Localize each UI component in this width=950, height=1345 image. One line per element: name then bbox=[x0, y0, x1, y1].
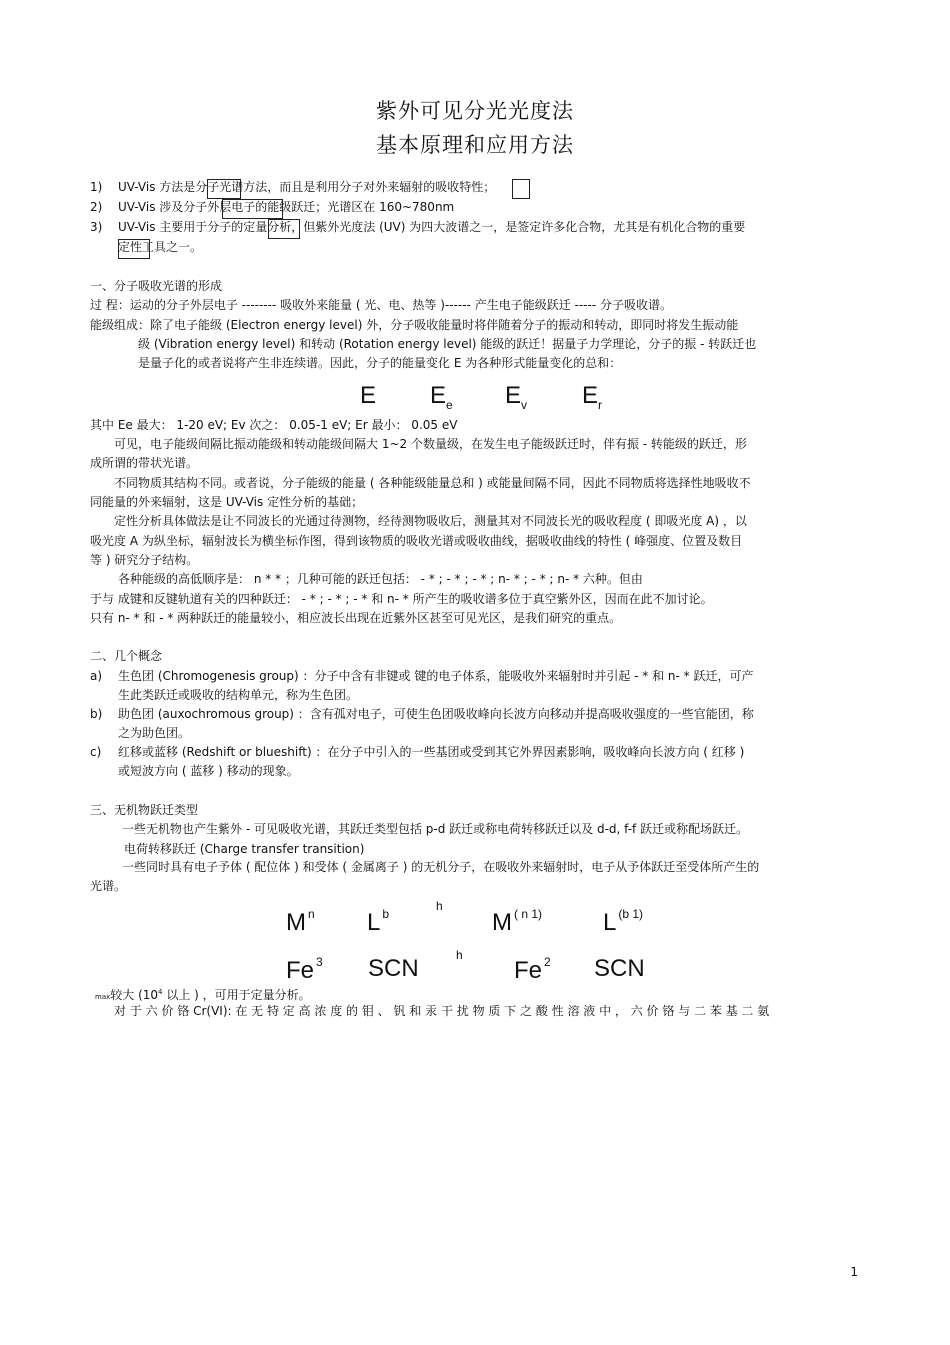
intro-item-3-cont bbox=[118, 238, 893, 258]
intro-text: UV-Vis 涉及分子外层电子的能级跃迁；光谱区在 160~780nm bbox=[118, 200, 455, 214]
paragraph-line: 其中 Ee 最大： 1-20 eV; Ev 次之： 0.05-1 eV; Er 最小： 0.05 eV bbox=[90, 418, 458, 432]
equation-subscript: v bbox=[521, 398, 528, 412]
page-title-line2: 基本原理和应用方法 bbox=[376, 133, 574, 157]
intro-text: UV-Vis 方法是分子光谱方法，而且是利用分子对外来辐射的吸收特性； bbox=[118, 180, 496, 194]
paragraph-line: 级 (Vibration energy level) 和转动 (Rotation energy level) 能级的跃迁！据量子力学理论，分子的振 - 转跃迁也 bbox=[138, 337, 757, 351]
paragraph-line: 各种能级的高低顺序是： n * * ；几种可能的跃迁包括： - * ; - * ; - * ; n- * ; - * ; n- * 六种。但由 bbox=[118, 572, 643, 586]
paragraph-line: 不同物质其结构不同。或者说，分子能级的能量 ( 各种能级能量总和 ) 或能量间隔不同，因此不同物质将选择性地吸收不 bbox=[114, 476, 751, 490]
equation-metal bbox=[286, 907, 315, 937]
intro-num: 2) bbox=[90, 200, 103, 214]
list-label: a) bbox=[90, 669, 103, 683]
intro-item-2 bbox=[90, 198, 865, 218]
page-number: 1 bbox=[850, 1265, 858, 1279]
definition-line: 或短波方向 ( 蓝移 ) 移动的现象。 bbox=[118, 764, 299, 778]
equation-superscript: (b 1) bbox=[618, 907, 644, 921]
equation-e-electron bbox=[430, 382, 453, 412]
definition-line: 红移或蓝移 (Redshift or blueshift) ：在分子中引入的一些基团或受到其它外界因素影响，吸收峰向长波方向 ( 红移 ) bbox=[118, 745, 745, 759]
equation-thiocyanate: SCN bbox=[368, 955, 419, 982]
intro-text: 定性工具之一。 bbox=[118, 240, 203, 254]
equation-ligand-product bbox=[603, 907, 643, 937]
equation-symbol: E bbox=[430, 382, 447, 409]
page-title-line1: 紫外可见分光光度法 bbox=[376, 99, 574, 123]
paragraph-line: 对 于 六 价 铬 Cr(VI): 在 无 特 定 高 浓 度 的 钼 、 钒 和 汞 干 扰 物 质 下 之 酸 性 溶 液 中 ， 六 价 铬 与 二 苯 基 二 氨 bbox=[114, 1004, 770, 1018]
paragraph-line: 是量子化的或者说将产生非连续谱。因此，分子的能量变化 E 为各种形式能量变化的总和： bbox=[138, 356, 622, 370]
equation-symbol: Fe bbox=[514, 957, 543, 984]
equation-symbol: Fe bbox=[286, 957, 315, 984]
paragraph-line: 等 ) 研究分子结构。 bbox=[90, 553, 199, 567]
intro-num: 1) bbox=[90, 180, 103, 194]
paragraph-line: 成所谓的带状光谱。 bbox=[90, 456, 199, 470]
equation-e-rotation bbox=[582, 382, 602, 412]
superscript-text: 4 bbox=[158, 988, 163, 996]
equation-h: h bbox=[456, 948, 463, 962]
equation-iron-product bbox=[514, 955, 551, 985]
paragraph-line: 于与 成键和反键轨道有关的四种跃迁： - * ; - * ; - * 和 n- * 所产生的吸收谱多位于真空紫外区，因而在此不加讨论。 bbox=[90, 592, 713, 606]
highlight-box bbox=[268, 219, 300, 239]
equation-superscript: n bbox=[308, 907, 315, 921]
section-heading: 二、几个概念 bbox=[90, 649, 163, 663]
highlight-box bbox=[512, 179, 530, 199]
equation-superscript: 2 bbox=[544, 955, 551, 969]
paragraph-line: 过 程：运动的分子外层电子 -------- 吸收外来能量 ( 光、电、热等 )------ 产生电子能级跃迁 ----- 分子吸收谱。 bbox=[90, 298, 672, 312]
intro-num: 3) bbox=[90, 220, 103, 234]
intro-text: UV-Vis 主要用于分子的定量分析，但紫外光度法 (UV) 为四大波谱之一，是签定许多化合物，尤其是有机化合物的重要 bbox=[118, 220, 746, 234]
equation-h: h bbox=[436, 899, 443, 913]
equation-ligand bbox=[367, 907, 389, 937]
equation-symbol: L bbox=[603, 909, 617, 936]
paragraph-line: 可见，电子能级间隔比振动能级和转动能级间隔大 1~2 个数量级，在发生电子能级跃迁时，伴有振 - 转能级的跃迁，形 bbox=[114, 437, 747, 451]
equation-symbol: L bbox=[367, 909, 381, 936]
paragraph-line: 只有 n- * 和 - * 两种跃迁的能量较小，相应波长出现在近紫外区甚至可见光区，是我们研究的重点。 bbox=[90, 611, 622, 625]
equation-subscript: r bbox=[598, 398, 603, 412]
equation-symbol: M bbox=[492, 909, 512, 936]
intro-item-3 bbox=[90, 218, 865, 238]
text-segment: 以上 ) ，可用于定量分析。 bbox=[162, 988, 311, 1002]
paragraph-line: 电荷转移跃迁 (Charge transfer transition) bbox=[124, 842, 365, 856]
equation-e-total: E bbox=[360, 382, 377, 409]
highlight-box bbox=[207, 179, 241, 199]
equation-symbol: M bbox=[286, 909, 306, 936]
paragraph-line: 光谱。 bbox=[90, 879, 127, 893]
list-label: b) bbox=[90, 707, 103, 721]
paragraph-line: 同能量的外来辐射，这是 UV-Vis 定性分析的基础； bbox=[90, 495, 364, 509]
definition-line: 生色团 (Chromogenesis group) ：分子中含有非键或 键的电子体系，能吸收外来辐射时并引起 - * 和 n- * 跃迁，可产 bbox=[118, 669, 754, 683]
paragraph-line: 一些同时具有电子予体 ( 配位体 ) 和受体 ( 金属离子 ) 的无机分子，在吸收外来辐射时，电子从予体跃迁至受体所产生的 bbox=[122, 860, 760, 874]
section-heading: 一、分子吸收光谱的形成 bbox=[90, 279, 223, 293]
equation-subscript: e bbox=[446, 398, 453, 412]
list-label: c) bbox=[90, 745, 102, 759]
definition-line: 生此类跃迁或吸收的结构单元，称为生色团。 bbox=[118, 688, 359, 702]
paragraph-line: 定性分析具体做法是让不同波长的光通过待测物，经待测物吸收后，测量其对不同波长光的吸收程度 ( 即吸光度 A) ，以 bbox=[114, 514, 747, 528]
paragraph-line: 一些无机物也产生紫外 - 可见吸收光谱，其跃迁类型包括 p-d 跃迁或称电荷转移跃迁以及 d-d, f-f 跃迁或称配场跃迁。 bbox=[122, 822, 749, 836]
subscript-text: max bbox=[95, 993, 111, 1001]
paragraph-line: 能级组成：除了电子能级 (Electron energy level) 外，分子吸收能量时将伴随着分子的振动和转动，即同时将发生振动能 bbox=[90, 318, 739, 332]
equation-metal-product bbox=[492, 907, 542, 937]
paragraph-line: 吸光度 A 为纵坐标，辐射波长为横坐标作图，得到该物质的吸收光谱或吸收曲线，据吸收曲线的特性 ( 峰强度、位置及数目 bbox=[90, 534, 743, 548]
equation-symbol: E bbox=[505, 382, 522, 409]
equation-e-vibration bbox=[505, 382, 527, 412]
equation-superscript: b bbox=[382, 907, 390, 921]
text-segment: 较大 (10 bbox=[110, 988, 159, 1002]
section-heading: 三、无机物跃迁类型 bbox=[90, 803, 199, 817]
highlight-box bbox=[222, 199, 283, 219]
definition-line: 之为助色团。 bbox=[118, 726, 191, 740]
equation-thiocyanate-product: SCN bbox=[594, 955, 645, 982]
definition-line: 助色团 (auxochromous group) ：含有孤对电子，可使生色团吸收峰向长波方向移动并提高吸收强度的一些官能团，称 bbox=[118, 707, 754, 721]
highlight-box bbox=[118, 239, 150, 259]
equation-superscript: ( n 1) bbox=[514, 907, 543, 921]
equation-superscript: 3 bbox=[316, 955, 323, 969]
equation-iron bbox=[286, 955, 323, 985]
equation-symbol: E bbox=[582, 382, 599, 409]
